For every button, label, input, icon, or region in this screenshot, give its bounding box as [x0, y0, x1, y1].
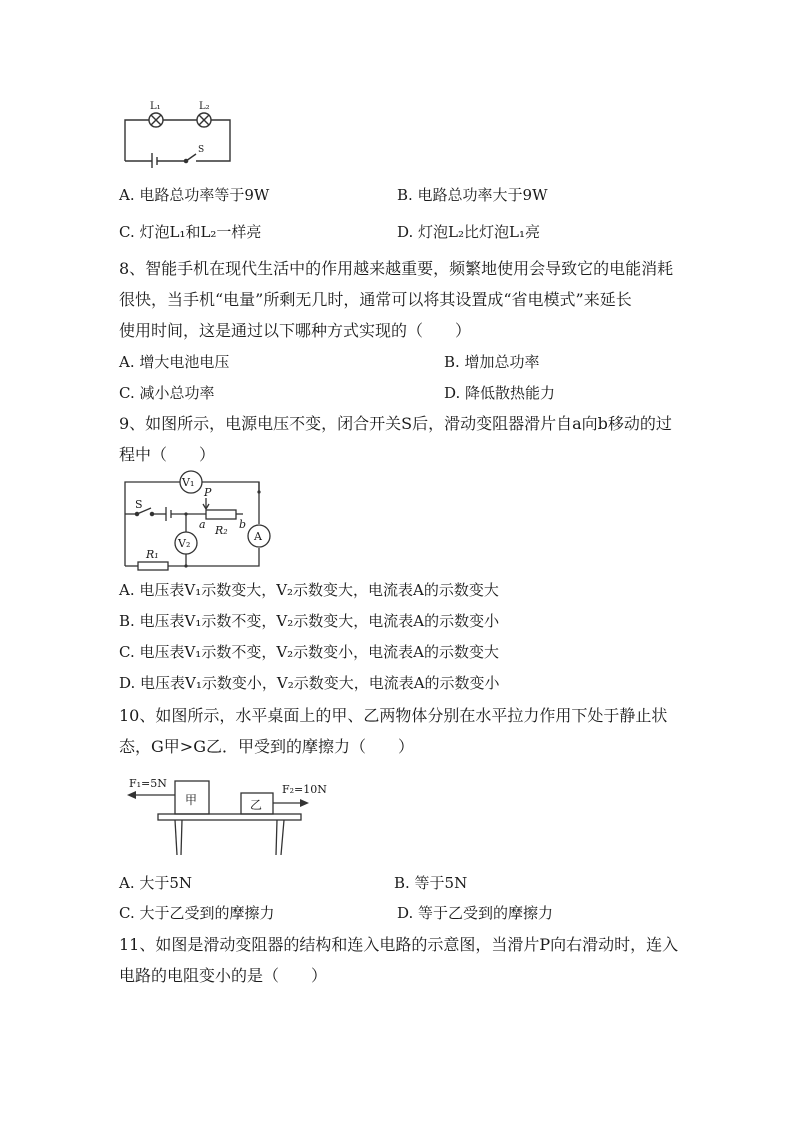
q10-stem-line1: 10、如图所示，水平桌面上的甲、乙两物体分别在水平拉力作用下处于静止状 [119, 706, 668, 725]
q8-option-a: A. 增大电池电压 [119, 353, 230, 371]
q10-option-d: D. 等于乙受到的摩擦力 [397, 904, 554, 922]
q10-label-F2: F₂=10N [282, 783, 327, 796]
q8-stem-line3: 使用时间，这是通过以下哪种方式实现的（ ） [119, 321, 472, 340]
q9-label-V1: V₁ [182, 476, 195, 489]
q8-option-b: B. 增加总功率 [444, 353, 540, 371]
q7-option-c: C. 灯泡L₁和L₂一样亮 [119, 223, 262, 241]
q9-label-R2: R₂ [215, 524, 228, 537]
q9-option-a: A. 电压表V₁示数变大，V₂示数变大，电流表A的示数变大 [119, 581, 499, 599]
q10-label-F1: F₁=5N [129, 777, 167, 790]
q9-label-P: P [204, 486, 212, 499]
q9-option-c: C. 电压表V₁示数不变，V₂示数变小，电流表A的示数变大 [119, 643, 500, 661]
q7-label-L1: L₁ [150, 101, 161, 112]
q9-option-b: B. 电压表V₁示数不变，V₂示数变大，电流表A的示数变小 [119, 612, 500, 630]
q7-option-b: B. 电路总功率大于9W [397, 186, 548, 204]
q10-table-diagram [125, 773, 327, 858]
q9-label-V2: V₂ [178, 537, 191, 550]
q9-label-A: A [254, 530, 262, 543]
q9-label-S: S [135, 498, 143, 511]
q8-stem-line2: 很快，当手机“电量”所剩无几时，通常可以将其设置成“省电模式”来延长 [119, 290, 632, 309]
q7-option-d: D. 灯泡L₂比灯泡L₁亮 [397, 223, 540, 241]
q10-option-b: B. 等于5N [394, 874, 468, 892]
q11-stem-line2: 电路的电阻变小的是（ ） [119, 966, 328, 985]
q7-option-a: A. 电路总功率等于9W [119, 186, 270, 204]
q7-label-L2: L₂ [199, 101, 210, 112]
q11-stem-line1: 11、如图是滑动变阻器的结构和连入电路的示意图，当滑片P向右滑动时，连入 [119, 935, 679, 954]
q10-option-a: A. 大于5N [119, 874, 193, 892]
q9-option-d: D. 电压表V₁示数变小，V₂示数变大，电流表A的示数变小 [119, 674, 500, 692]
q8-stem-line1: 8、智能手机在现代生活中的作用越来越重要，频繁地使用会导致它的电能消耗 [119, 259, 674, 278]
q9-label-a: a [199, 518, 206, 531]
q9-stem-line2: 程中（ ） [119, 445, 216, 464]
q9-stem-line1: 9、如图所示，电源电压不变，闭合开关S后，滑动变阻器滑片自a向b移动的过 [119, 414, 672, 433]
q8-option-c: C. 减小总功率 [119, 384, 215, 402]
q7-circuit-diagram [118, 96, 238, 168]
q9-label-R1: R₁ [146, 548, 159, 561]
q10-label-jia: 甲 [185, 793, 198, 807]
q7-label-S: S [198, 145, 205, 155]
q10-stem-line2: 态，G甲>G乙．甲受到的摩擦力（ ） [119, 737, 414, 756]
q10-option-c: C. 大于乙受到的摩擦力 [119, 904, 275, 922]
q9-label-b: b [239, 518, 247, 531]
q8-option-d: D. 降低散热能力 [444, 384, 556, 402]
q9-circuit-diagram [118, 468, 274, 578]
q10-label-yi: 乙 [250, 798, 263, 812]
